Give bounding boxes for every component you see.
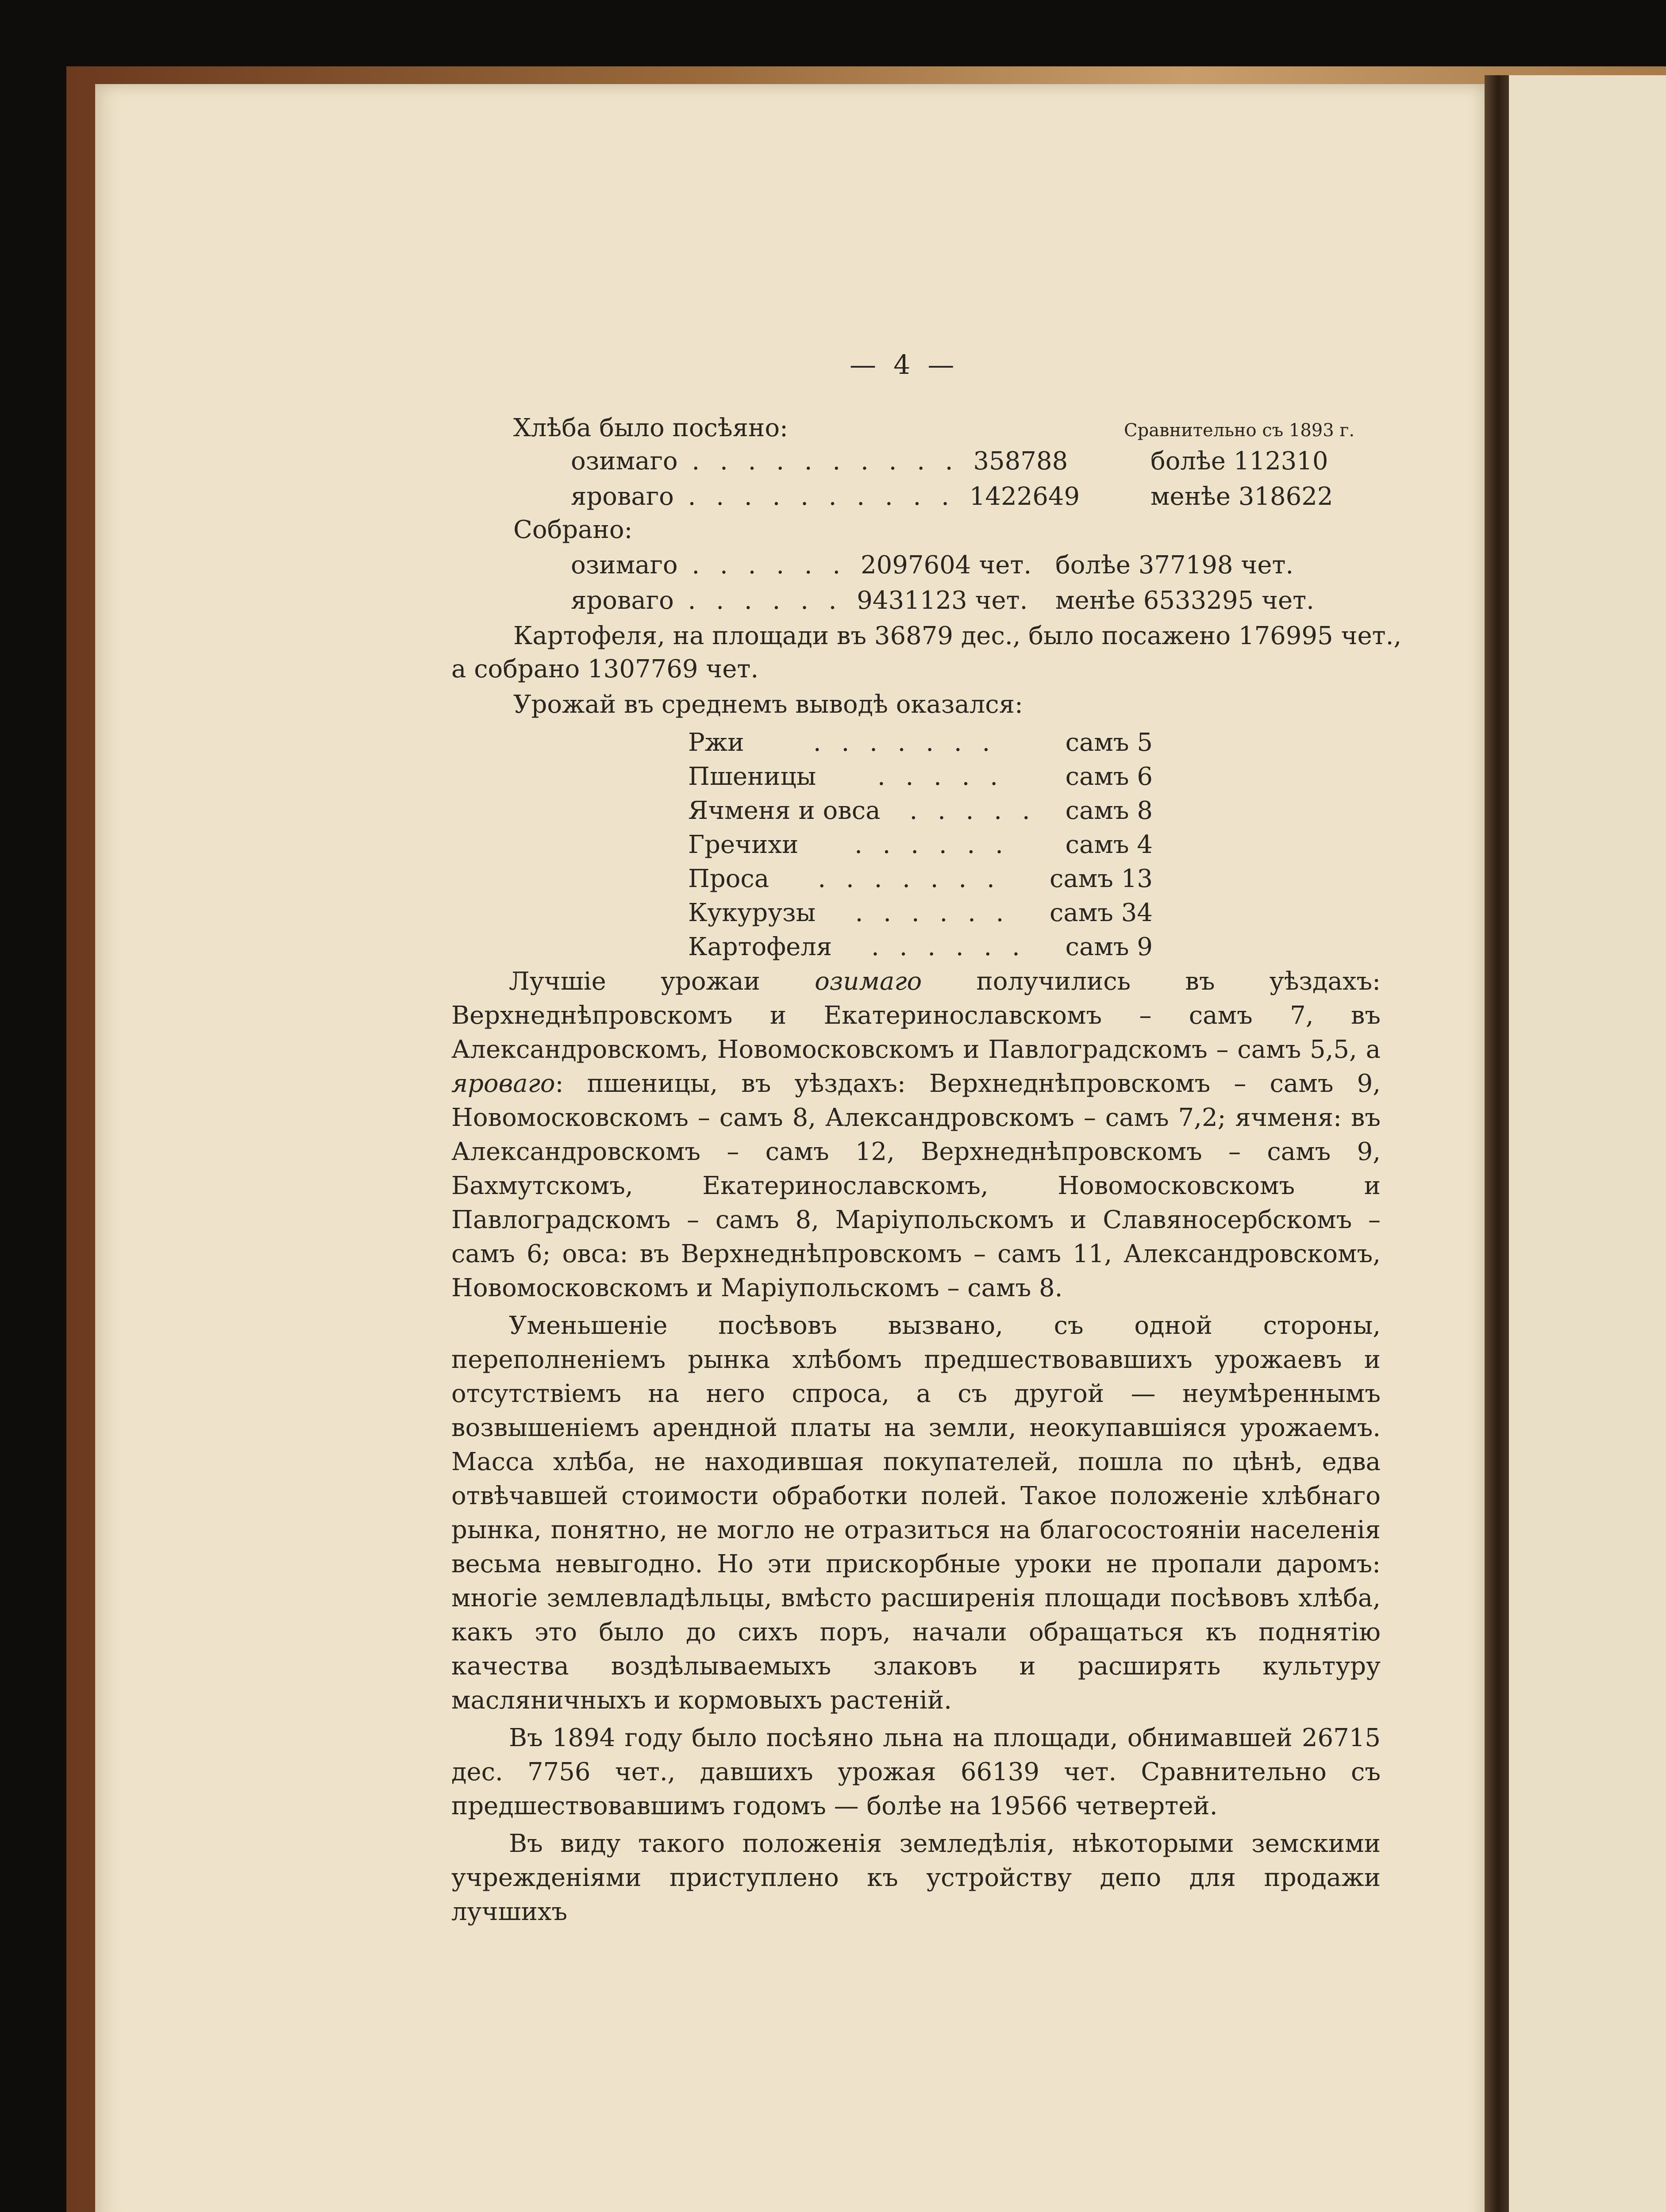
yield-value: самъ 4	[1065, 830, 1153, 859]
yield-row: Ячменя и овса . . . . . самъ 8	[688, 794, 1153, 828]
paragraph: Въ виду такого положенія земледѣлія, нѣкоторыми земскими учрежденіями приступлено къ устройству депо для продажи лучшихъ	[451, 1829, 1381, 1926]
facing-page-edge	[1509, 75, 1666, 2212]
crop-name: Ржи	[688, 728, 744, 757]
crop-name: Картофеля	[688, 933, 832, 961]
row-value: 1422649	[969, 482, 1080, 511]
collected-compare: болѣе 377198 чет.	[1055, 551, 1294, 580]
row-value: 2097604 чет.	[861, 551, 1032, 580]
collected-heading: Собрано:	[513, 515, 633, 544]
collected-row: озимаго . . . . . . 2097604 чет.	[571, 551, 1032, 580]
yield-value: самъ 5	[1065, 728, 1153, 757]
potato-line-2: а собрано 1307769 чет.	[451, 655, 759, 684]
crop-name: Проса	[688, 864, 770, 893]
row-label: яроваго	[571, 586, 674, 615]
row-label: озимаго	[571, 447, 678, 476]
italic-term: озимаго	[815, 967, 922, 996]
crop-name: Пшеницы	[688, 762, 816, 791]
yield-value: самъ 9	[1065, 933, 1153, 961]
paragraph: Въ 1894 году было посѣяно льна на площади, обнимавшей 26715 дес. 7756 чет., давшихъ урожая 66139 чет. Сравнительно съ предшествовавшимъ годомъ — болѣе на 19566 четвертей.	[451, 1724, 1381, 1820]
yield-value: самъ 13	[1049, 864, 1153, 893]
paragraph: Уменьшеніе посѣвовъ вызвано, съ одной стороны, переполненіемъ рынка хлѣбомъ предшествовавшихъ урожаевъ и отсутствіемъ на него спроса, а съ другой — неумѣреннымъ возвышеніемъ арендной платы на земли, неокупавшіяся урожаемъ. Масса хлѣба, не находившая покупателей, пошла по цѣнѣ, едва отвѣчавшей стоимости обработки полей. Такое положеніе хлѣбнаго рынка, понятно, не могло не отразиться на благосостояніи населенія весьма невыгодно. Но эти прискорбные уроки не пропали даромъ: многіе землевладѣльцы, вмѣсто расширенія площади посѣвовъ хлѣба, какъ это было до сихъ поръ, начали обращаться къ поднятію качества воздѣлываемыхъ злаковъ и расширять культуру масляничныхъ и кормовыхъ растеній.	[451, 1311, 1381, 1715]
yield-row: Гречихи . . . . . . самъ 4	[688, 828, 1153, 862]
sown-compare: менѣе 318622	[1150, 482, 1333, 511]
yield-row: Кукурузы . . . . . . самъ 34	[688, 896, 1153, 930]
sown-row: озимаго . . . . . . . . . . 358788	[571, 447, 1068, 476]
yield-heading: Урожай въ среднемъ выводѣ оказался:	[513, 690, 1023, 719]
paragraph: Лучшіе урожаи озимаго получились въ уѣздахъ: Верхнеднѣпровскомъ и Екатеринославскомъ – самъ 7, въ Александровскомъ, Новомосковскомъ и Павлоградскомъ – самъ 5,5, а яроваго: пшеницы, въ уѣздахъ: Верхнеднѣпровскомъ – самъ 9, Новомосковскомъ – самъ 8, Александровскомъ – самъ 7,2; ячменя: въ Александровскомъ – самъ 12, Верхнеднѣпровскомъ – самъ 9, Бахмутскомъ, Екатеринославскомъ, Новомосковскомъ и Павлоградскомъ – самъ 8, Маріупольскомъ и Славяносербскомъ – самъ 6; овса: въ Верхнеднѣпровскомъ – самъ 11, Александровскомъ, Новомосковскомъ и Маріупольскомъ – самъ 8.	[451, 967, 1381, 1302]
yield-list	[688, 726, 1153, 964]
yield-value: самъ 6	[1065, 762, 1153, 791]
yield-value: самъ 8	[1065, 796, 1153, 825]
crop-name: Ячменя и овса	[688, 796, 881, 825]
crop-name: Кукурузы	[688, 899, 816, 927]
page-number: — 4 —	[850, 349, 959, 380]
yield-row: Пшеницы . . . . . самъ 6	[688, 760, 1153, 794]
row-value: 358788	[973, 447, 1068, 476]
comparison-heading: Сравнительно съ 1893 г.	[1124, 420, 1355, 441]
potato-line: Картофеля, на площади въ 36879 дес., было посажено 176995 чет.,	[513, 622, 1402, 650]
row-value: 9431123 чет.	[857, 586, 1028, 615]
yield-row: Картофеля . . . . . . самъ 9	[688, 930, 1153, 964]
sown-compare: болѣе 112310	[1150, 447, 1328, 476]
sown-heading: Хлѣба было посѣяно:	[513, 414, 788, 442]
crop-name: Гречихи	[688, 830, 799, 859]
row-label: яроваго	[571, 482, 674, 511]
row-label: озимаго	[571, 551, 678, 580]
body-text	[451, 964, 1381, 1929]
yield-row: Ржи . . . . . . . самъ 5	[688, 726, 1153, 760]
sown-row: яроваго . . . . . . . . . . 1422649	[571, 482, 1080, 511]
yield-row: Проса . . . . . . . самъ 13	[688, 862, 1153, 896]
collected-compare: менѣе 6533295 чет.	[1055, 586, 1314, 615]
book-gutter	[1485, 75, 1511, 2212]
italic-term: яроваго	[451, 1069, 555, 1098]
yield-value: самъ 34	[1050, 899, 1153, 927]
collected-row: яроваго . . . . . . 9431123 чет.	[571, 586, 1028, 615]
